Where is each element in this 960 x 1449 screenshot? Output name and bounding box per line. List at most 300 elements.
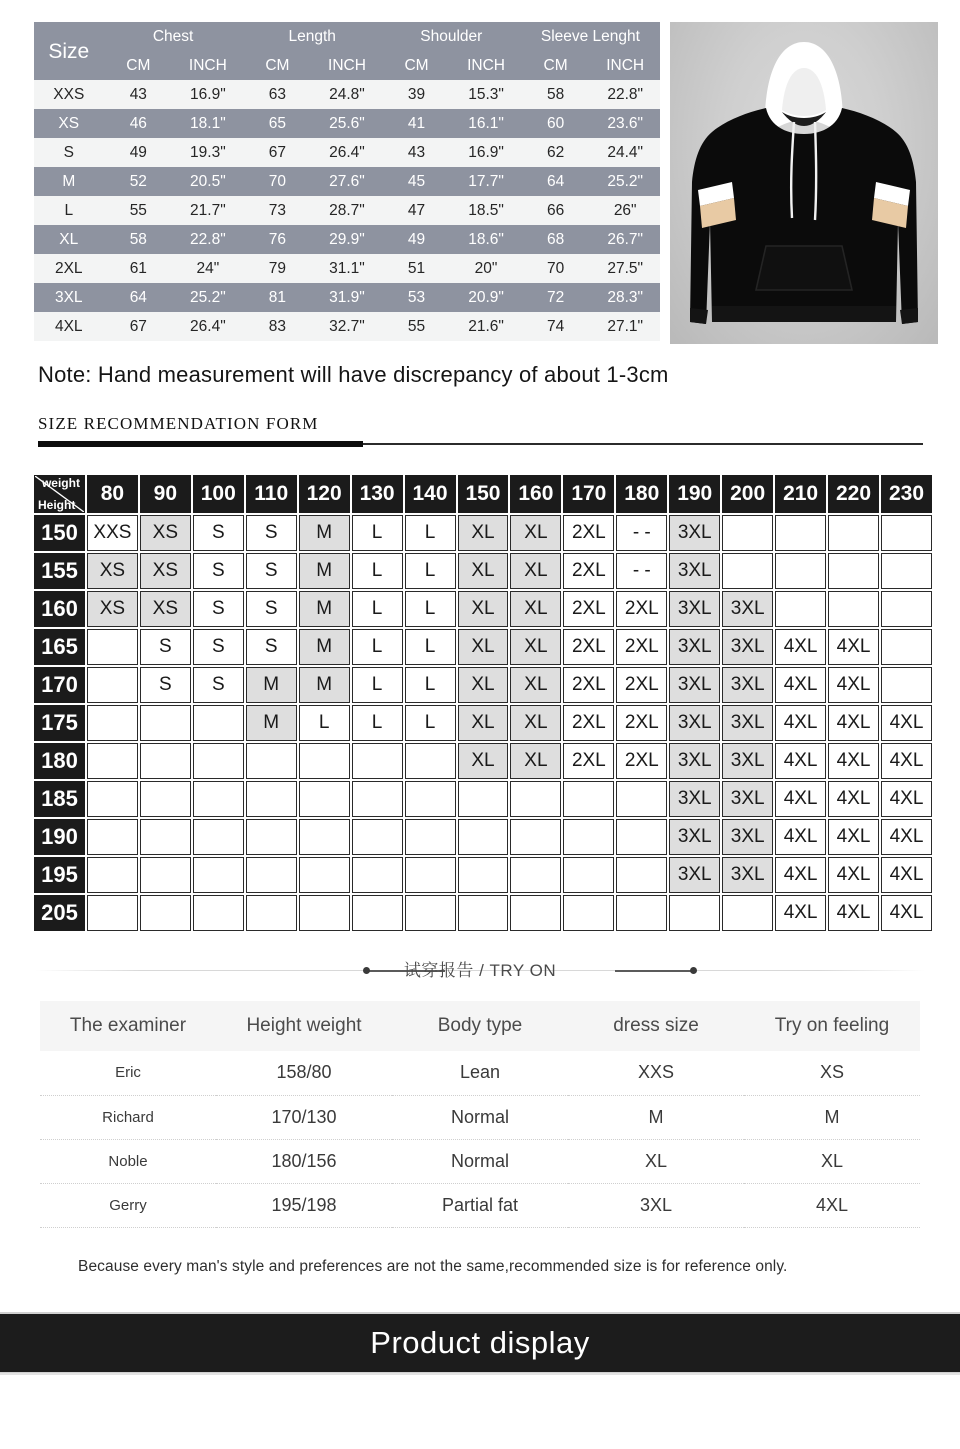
measurement-cell: 16.9" <box>451 138 521 167</box>
recommended-size-cell: S <box>140 629 191 665</box>
size-label-cell: XS <box>34 109 104 138</box>
measurement-cell: 22.8" <box>590 80 660 109</box>
recommended-size-cell <box>828 515 879 551</box>
recommended-size-cell: XL <box>458 667 509 703</box>
measurement-size-table <box>34 22 660 341</box>
weight-column-header: 100 <box>193 475 244 513</box>
recommended-size-cell: 4XL <box>775 895 826 931</box>
recommended-size-cell <box>299 743 350 779</box>
weight-column-header: 220 <box>828 475 879 513</box>
rec-grid-head <box>34 475 932 513</box>
recommended-size-cell: 4XL <box>881 705 932 741</box>
recommended-size-cell <box>563 857 614 893</box>
measurement-cell: 18.1" <box>173 109 243 138</box>
recommended-size-cell: 3XL <box>669 743 720 779</box>
unit-header-length-inch: INCH <box>312 51 382 80</box>
recommended-size-cell: L <box>352 667 403 703</box>
measurement-cell: 17.7" <box>451 167 521 196</box>
dress-size-cell: XXS <box>568 1051 744 1095</box>
weight-column-header: 90 <box>140 475 191 513</box>
recommended-size-cell <box>881 515 932 551</box>
grid-row <box>34 743 932 779</box>
recommended-size-cell <box>87 667 138 703</box>
height-row-header: 180 <box>34 743 85 779</box>
measurement-cell: 16.9" <box>173 80 243 109</box>
height-row-header: 165 <box>34 629 85 665</box>
grid-row <box>34 629 932 665</box>
size-label-cell: M <box>34 167 104 196</box>
recommended-size-cell <box>510 857 561 893</box>
table-row <box>34 167 660 196</box>
height-row-header: 185 <box>34 781 85 817</box>
size-table-head <box>34 22 660 80</box>
size-label-cell: S <box>34 138 104 167</box>
recommended-size-cell: 2XL <box>563 515 614 551</box>
measurement-cell: 20.9" <box>451 283 521 312</box>
grid-row <box>34 857 932 893</box>
recommended-size-cell: S <box>193 553 244 589</box>
measurement-cell: 24" <box>173 254 243 283</box>
recommended-size-cell: XL <box>510 591 561 627</box>
recommended-size-cell <box>616 819 667 855</box>
section-heading-block <box>38 414 960 447</box>
recommended-size-cell <box>775 591 826 627</box>
recommended-size-cell: L <box>405 705 456 741</box>
size-label-cell: 2XL <box>34 254 104 283</box>
hem-band <box>712 306 896 322</box>
recommended-size-cell <box>669 895 720 931</box>
measurement-cell: 47 <box>382 196 452 225</box>
recommended-size-cell: S <box>246 553 297 589</box>
height-weight-cell: 170/130 <box>216 1095 392 1139</box>
measurement-cell: 21.7" <box>173 196 243 225</box>
recommended-size-cell <box>510 781 561 817</box>
col-header-body-type: Body type <box>392 1001 568 1051</box>
recommended-size-cell: XL <box>510 629 561 665</box>
recommended-size-cell <box>352 895 403 931</box>
weight-column-header: 180 <box>616 475 667 513</box>
recommended-size-cell: XL <box>510 743 561 779</box>
corner-weight-label: weight <box>41 476 80 490</box>
recommended-size-cell: XL <box>458 743 509 779</box>
recommended-size-cell <box>722 553 773 589</box>
recommended-size-cell: L <box>352 629 403 665</box>
recommended-size-cell <box>881 553 932 589</box>
weight-column-header: 210 <box>775 475 826 513</box>
measurement-cell: 60 <box>521 109 591 138</box>
recommended-size-cell <box>616 895 667 931</box>
recommended-size-cell: 3XL <box>669 591 720 627</box>
dress-size-cell: XL <box>568 1139 744 1183</box>
recommended-size-cell: M <box>246 705 297 741</box>
measurement-cell: 55 <box>104 196 174 225</box>
size-table-group-row <box>34 22 660 51</box>
grid-row <box>34 515 932 551</box>
measurement-cell: 25.2" <box>173 283 243 312</box>
measurement-cell: 18.5" <box>451 196 521 225</box>
measurement-cell: 70 <box>243 167 313 196</box>
recommended-size-cell: 3XL <box>669 857 720 893</box>
recommended-size-cell: 4XL <box>828 705 879 741</box>
recommended-size-cell <box>193 895 244 931</box>
measurement-cell: 20.5" <box>173 167 243 196</box>
unit-header-length-cm: CM <box>243 51 313 80</box>
height-row-header: 170 <box>34 667 85 703</box>
measurement-cell: 49 <box>382 225 452 254</box>
grid-row <box>34 895 932 931</box>
try-on-label: 试穿报告 / TRY ON <box>403 961 557 980</box>
recommended-size-cell: - - <box>616 553 667 589</box>
size-label-cell: XXS <box>34 80 104 109</box>
recommended-size-cell: 4XL <box>828 667 879 703</box>
height-row-header: 160 <box>34 591 85 627</box>
recommended-size-cell: L <box>405 629 456 665</box>
measurement-cell: 20" <box>451 254 521 283</box>
measurement-cell: 43 <box>104 80 174 109</box>
examiner-name-cell: Richard <box>40 1095 216 1139</box>
rec-grid-body <box>34 515 932 931</box>
table-row <box>34 283 660 312</box>
recommended-size-cell <box>510 895 561 931</box>
col-header-dress-size: dress size <box>568 1001 744 1051</box>
unit-header-sleeve-cm: CM <box>521 51 591 80</box>
col-header-examiner: The examiner <box>40 1001 216 1051</box>
measurement-cell: 15.3" <box>451 80 521 109</box>
measurement-cell: 22.8" <box>173 225 243 254</box>
measurement-cell: 55 <box>382 312 452 341</box>
recommended-size-cell: 3XL <box>669 781 720 817</box>
measurement-cell: 27.1" <box>590 312 660 341</box>
recommended-size-cell <box>352 743 403 779</box>
height-weight-cell: 158/80 <box>216 1051 392 1095</box>
recommended-size-cell: 3XL <box>669 515 720 551</box>
recommended-size-cell: S <box>140 667 191 703</box>
measurement-cell: 26" <box>590 196 660 225</box>
recommended-size-cell <box>458 819 509 855</box>
recommended-size-cell <box>563 781 614 817</box>
recommended-size-cell: XL <box>458 629 509 665</box>
recommended-size-cell: L <box>352 705 403 741</box>
recommended-size-cell <box>775 553 826 589</box>
recommended-size-cell: 4XL <box>881 857 932 893</box>
unit-header-chest-cm: CM <box>104 51 174 80</box>
recommended-size-cell <box>458 857 509 893</box>
recommended-size-cell: 2XL <box>563 553 614 589</box>
height-weight-cell: 180/156 <box>216 1139 392 1183</box>
table-row <box>40 1183 920 1227</box>
recommended-size-cell: 4XL <box>881 781 932 817</box>
recommended-size-cell <box>510 819 561 855</box>
recommended-size-cell: M <box>299 553 350 589</box>
measurement-cell: 53 <box>382 283 452 312</box>
recommended-size-cell: 3XL <box>669 819 720 855</box>
col-header-height-weight: Height weight <box>216 1001 392 1051</box>
try-on-feeling-cell: XL <box>744 1139 920 1183</box>
recommended-size-cell <box>140 705 191 741</box>
recommended-size-cell <box>616 857 667 893</box>
recommended-size-cell <box>828 553 879 589</box>
size-recommendation-grid-wrap <box>32 473 960 933</box>
recommended-size-cell <box>828 591 879 627</box>
dress-size-cell: M <box>568 1095 744 1139</box>
measurement-cell: 79 <box>243 254 313 283</box>
recommended-size-cell <box>193 743 244 779</box>
grid-row <box>34 705 932 741</box>
measurement-cell: 64 <box>104 283 174 312</box>
measurement-cell: 46 <box>104 109 174 138</box>
weight-column-header: 80 <box>87 475 138 513</box>
recommended-size-cell: XS <box>140 591 191 627</box>
recommended-size-cell: M <box>299 667 350 703</box>
recommended-size-cell: XL <box>458 553 509 589</box>
recommended-size-cell: M <box>246 667 297 703</box>
title-rule-short <box>38 441 363 447</box>
recommended-size-cell: L <box>405 591 456 627</box>
recommended-size-cell: 3XL <box>669 667 720 703</box>
recommended-size-cell <box>616 781 667 817</box>
size-label-cell: L <box>34 196 104 225</box>
recommended-size-cell: XS <box>140 553 191 589</box>
grid-row <box>34 781 932 817</box>
recommended-size-cell: 2XL <box>616 743 667 779</box>
recommended-size-cell: 2XL <box>616 629 667 665</box>
weight-column-header: 160 <box>510 475 561 513</box>
recommended-size-cell: 2XL <box>616 705 667 741</box>
measurement-cell: 83 <box>243 312 313 341</box>
measurement-cell: 31.9" <box>312 283 382 312</box>
unit-header-shoulder-inch: INCH <box>451 51 521 80</box>
recommended-size-cell: L <box>405 553 456 589</box>
size-recommendation-grid <box>32 473 934 933</box>
dress-size-cell: 3XL <box>568 1183 744 1227</box>
recommended-size-cell <box>405 781 456 817</box>
recommended-size-cell <box>563 895 614 931</box>
size-table-body <box>34 80 660 341</box>
recommended-size-cell: 2XL <box>563 705 614 741</box>
recommended-size-cell <box>299 895 350 931</box>
recommended-size-cell: 4XL <box>775 705 826 741</box>
try-on-table-head <box>40 1001 920 1051</box>
measurement-cell: 26.4" <box>312 138 382 167</box>
recommended-size-cell: S <box>193 591 244 627</box>
recommended-size-cell: 3XL <box>722 591 773 627</box>
measurement-cell: 21.6" <box>451 312 521 341</box>
grid-row <box>34 553 932 589</box>
recommended-size-cell: 4XL <box>775 819 826 855</box>
recommended-size-cell: 4XL <box>881 895 932 931</box>
recommended-size-cell <box>246 819 297 855</box>
recommended-size-cell: XL <box>458 591 509 627</box>
recommended-size-cell <box>775 515 826 551</box>
measurement-cell: 45 <box>382 167 452 196</box>
measurement-cell: 74 <box>521 312 591 341</box>
recommended-size-cell <box>87 819 138 855</box>
recommended-size-cell: 4XL <box>775 857 826 893</box>
right-cuff <box>900 308 918 324</box>
table-row <box>40 1051 920 1095</box>
left-cuff <box>690 308 708 324</box>
recommended-size-cell: 3XL <box>722 667 773 703</box>
recommended-size-cell: S <box>246 515 297 551</box>
try-on-divider <box>35 955 925 987</box>
measurement-cell: 32.7" <box>312 312 382 341</box>
recommended-size-cell: XL <box>458 515 509 551</box>
drawstring-right <box>815 122 816 220</box>
recommended-size-cell: - - <box>616 515 667 551</box>
recommended-size-cell <box>458 781 509 817</box>
measurement-cell: 24.8" <box>312 80 382 109</box>
measurement-cell: 65 <box>243 109 313 138</box>
measurement-cell: 51 <box>382 254 452 283</box>
banner-title: Product display <box>370 1324 590 1360</box>
top-section <box>0 0 960 344</box>
recommended-size-cell <box>87 629 138 665</box>
measurement-cell: 28.3" <box>590 283 660 312</box>
recommended-size-cell <box>352 819 403 855</box>
recommended-size-cell <box>87 895 138 931</box>
recommended-size-cell <box>193 705 244 741</box>
recommended-size-cell: L <box>299 705 350 741</box>
kangaroo-pocket <box>756 246 852 290</box>
recommended-size-cell <box>246 781 297 817</box>
recommended-size-cell: 4XL <box>775 629 826 665</box>
recommended-size-cell: 2XL <box>563 591 614 627</box>
recommended-size-cell: M <box>299 515 350 551</box>
recommended-size-cell <box>246 895 297 931</box>
height-row-header: 155 <box>34 553 85 589</box>
recommended-size-cell: XL <box>510 553 561 589</box>
hoodie-illustration <box>670 22 938 344</box>
body-type-cell: Partial fat <box>392 1183 568 1227</box>
recommended-size-cell: 4XL <box>828 819 879 855</box>
corner-height-label: Height <box>38 498 76 512</box>
recommended-size-cell <box>722 515 773 551</box>
examiner-name-cell: Gerry <box>40 1183 216 1227</box>
measurement-cell: 58 <box>104 225 174 254</box>
weight-column-header: 200 <box>722 475 773 513</box>
recommended-size-cell: 2XL <box>616 667 667 703</box>
title-underline <box>38 441 923 447</box>
unit-header-sleeve-inch: INCH <box>590 51 660 80</box>
recommended-size-cell <box>140 743 191 779</box>
recommended-size-cell: XS <box>87 591 138 627</box>
recommended-size-cell: M <box>299 629 350 665</box>
group-header-shoulder: Shoulder <box>382 22 521 51</box>
table-row <box>34 109 660 138</box>
recommended-size-cell <box>722 895 773 931</box>
table-row <box>40 1095 920 1139</box>
recommended-size-cell: L <box>405 515 456 551</box>
measurement-cell: 73 <box>243 196 313 225</box>
measurement-cell: 25.2" <box>590 167 660 196</box>
recommended-size-cell: 4XL <box>828 895 879 931</box>
grid-row <box>34 591 932 627</box>
measurement-cell: 24.4" <box>590 138 660 167</box>
height-row-header: 175 <box>34 705 85 741</box>
unit-header-chest-inch: INCH <box>173 51 243 80</box>
examiner-name-cell: Eric <box>40 1051 216 1095</box>
recommended-size-cell: 4XL <box>881 819 932 855</box>
rec-grid-header-row <box>34 475 932 513</box>
try-on-header-row <box>40 1001 920 1051</box>
recommended-size-cell: 3XL <box>669 629 720 665</box>
recommended-size-cell <box>246 857 297 893</box>
size-table-unit-row <box>34 51 660 80</box>
measurement-cell: 26.4" <box>173 312 243 341</box>
product-display-banner <box>0 1314 960 1372</box>
recommended-size-cell: S <box>193 515 244 551</box>
measurement-cell: 67 <box>104 312 174 341</box>
grid-row <box>34 819 932 855</box>
measurement-cell: 64 <box>521 167 591 196</box>
table-row <box>34 138 660 167</box>
try-on-feeling-cell: XS <box>744 1051 920 1095</box>
recommended-size-cell: 3XL <box>722 705 773 741</box>
recommended-size-cell <box>352 781 403 817</box>
recommended-size-cell <box>405 857 456 893</box>
weight-column-header: 140 <box>405 475 456 513</box>
body-type-cell: Normal <box>392 1139 568 1183</box>
weight-column-header: 170 <box>563 475 614 513</box>
recommended-size-cell <box>140 819 191 855</box>
measurement-cell: 62 <box>521 138 591 167</box>
try-on-table-wrap <box>40 1001 920 1228</box>
recommended-size-cell <box>87 857 138 893</box>
table-row <box>34 312 660 341</box>
recommended-size-cell: L <box>352 553 403 589</box>
recommended-size-cell <box>881 667 932 703</box>
banner-bottom-rule <box>0 1372 960 1375</box>
measurement-cell: 29.9" <box>312 225 382 254</box>
measurement-cell: 66 <box>521 196 591 225</box>
size-column-header: Size <box>34 22 104 80</box>
recommended-size-cell: 3XL <box>722 819 773 855</box>
recommended-size-cell <box>458 895 509 931</box>
body-type-cell: Lean <box>392 1051 568 1095</box>
recommended-size-cell: S <box>193 629 244 665</box>
recommended-size-cell: 4XL <box>775 667 826 703</box>
recommended-size-cell <box>405 895 456 931</box>
measurement-cell: 31.1" <box>312 254 382 283</box>
product-photo <box>670 22 938 344</box>
recommended-size-cell: 2XL <box>563 629 614 665</box>
recommended-size-cell <box>140 781 191 817</box>
recommended-size-cell: XS <box>87 553 138 589</box>
measurement-cell: 76 <box>243 225 313 254</box>
recommended-size-cell: XL <box>510 515 561 551</box>
try-on-table-body <box>40 1051 920 1227</box>
measurement-cell: 25.6" <box>312 109 382 138</box>
try-on-report-table <box>40 1001 920 1228</box>
recommended-size-cell: 4XL <box>775 781 826 817</box>
table-row <box>34 196 660 225</box>
measurement-note: Note: Hand measurement will have discrepancy of about 1-3cm <box>38 362 669 387</box>
try-on-feeling-cell: M <box>744 1095 920 1139</box>
measurement-cell: 63 <box>243 80 313 109</box>
recommended-size-cell: S <box>246 591 297 627</box>
grid-row <box>34 667 932 703</box>
weight-column-header: 230 <box>881 475 932 513</box>
measurement-cell: 49 <box>104 138 174 167</box>
size-label-cell: 4XL <box>34 312 104 341</box>
measurement-cell: 70 <box>521 254 591 283</box>
table-row <box>34 254 660 283</box>
recommended-size-cell: 3XL <box>722 781 773 817</box>
recommended-size-cell <box>246 743 297 779</box>
examiner-name-cell: Noble <box>40 1139 216 1183</box>
height-row-header: 150 <box>34 515 85 551</box>
recommended-size-cell: XXS <box>87 515 138 551</box>
